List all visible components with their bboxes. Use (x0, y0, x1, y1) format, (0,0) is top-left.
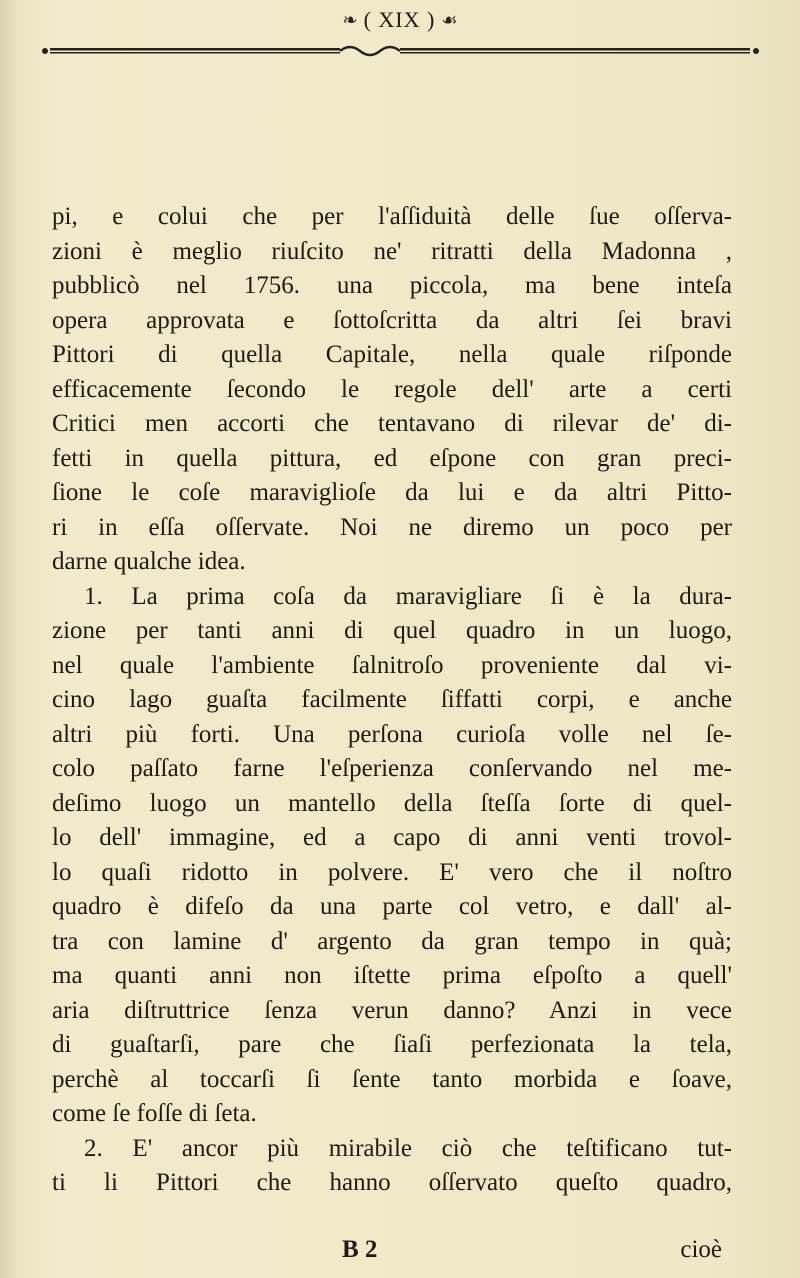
fleuron-left-icon: ❧ (342, 9, 358, 31)
page-number: ( XIX ) (363, 7, 436, 32)
text-line: 2. E' ancor più mirabile ciò che teſtificano tut- (84, 1134, 732, 1162)
signature-mark: B 2 (342, 1236, 378, 1263)
text-line: pi, e colui che per l'aſſiduità delle ſue oſſerva- (52, 203, 732, 230)
text-line: altri più forti. Una perſona curioſa volle nel ſe- (52, 720, 732, 748)
text-line: Pittori di quella Capitale, nella quale riſponde (52, 341, 732, 368)
text-line: perchè al toccarſi ſi ſente tanto morbida e ſoave, (52, 1065, 732, 1093)
running-header (0, 0, 800, 40)
text-line: zione per tanti anni di quel quadro in un luogo, (52, 617, 732, 644)
text-line: come ſe foſſe di ſeta. (52, 1100, 257, 1127)
text-line: ri in eſſa oſſervate. Noi ne diremo un poco per (52, 513, 732, 541)
catchword: cioè (680, 1236, 722, 1263)
text-line: deſimo luogo un mantello della ſteſſa ſorte di quel- (52, 789, 732, 817)
text-line: quadro è difeſo da una parte col vetro, e dall' al- (52, 893, 732, 920)
text-line: ſione le coſe maraviglioſe da lui e da altri Pitto- (52, 479, 732, 506)
text-line: lo quaſi ridotto in polvere. E' vero che il noſtro (52, 858, 732, 886)
text-line: tra con lamine d' argento da gran tempo in quà; (52, 927, 732, 955)
page-footer (52, 1236, 732, 1268)
text-line: nel quale l'ambiente ſalnitroſo proveniente dal vi- (52, 651, 732, 679)
text-line: opera approvata e ſottoſcritta da altri ſei bravi (52, 306, 732, 334)
text-line: di guaſtarſi, pare che ſiaſi perfezionata la tela, (52, 1031, 732, 1058)
text-line: pubblicò nel 1756. una piccola, ma bene inteſa (52, 272, 732, 299)
text-line: zioni è meglio riuſcito ne' ritratti della Madonna , (52, 237, 732, 265)
text-line: cino lago guaſta facilmente ſiffatti corpi, e anche (52, 686, 732, 713)
text-line: 1. La prima coſa da maravigliare ſi è la dura- (84, 582, 732, 610)
text-line: fetti in quella pittura, ed eſpone con gran preci- (52, 444, 732, 472)
text-line: ti li Pittori che hanno oſſervato queſto quadro, (52, 1169, 732, 1196)
fleuron-right-icon: ☙ (441, 9, 458, 31)
text-line: aria diſtruttrice ſenza verun danno? Anzi in vece (52, 996, 732, 1024)
text-line: efficacemente ſecondo le regole dell' arte a certi (52, 375, 732, 403)
text-line: ma quanti anni non iſtette prima eſpoſto a quell' (52, 962, 732, 989)
ornamental-rule (40, 44, 762, 58)
text-line: darne qualche idea. (52, 548, 246, 575)
body-text (52, 200, 732, 1201)
text-line: colo paſſato farne l'eſperienza conſervando nel me- (52, 755, 732, 782)
text-line: lo dell' immagine, ed a capo di anni venti trovol- (52, 824, 732, 851)
text-line: Critici men accorti che tentavano di rilevar de' di- (52, 410, 732, 437)
